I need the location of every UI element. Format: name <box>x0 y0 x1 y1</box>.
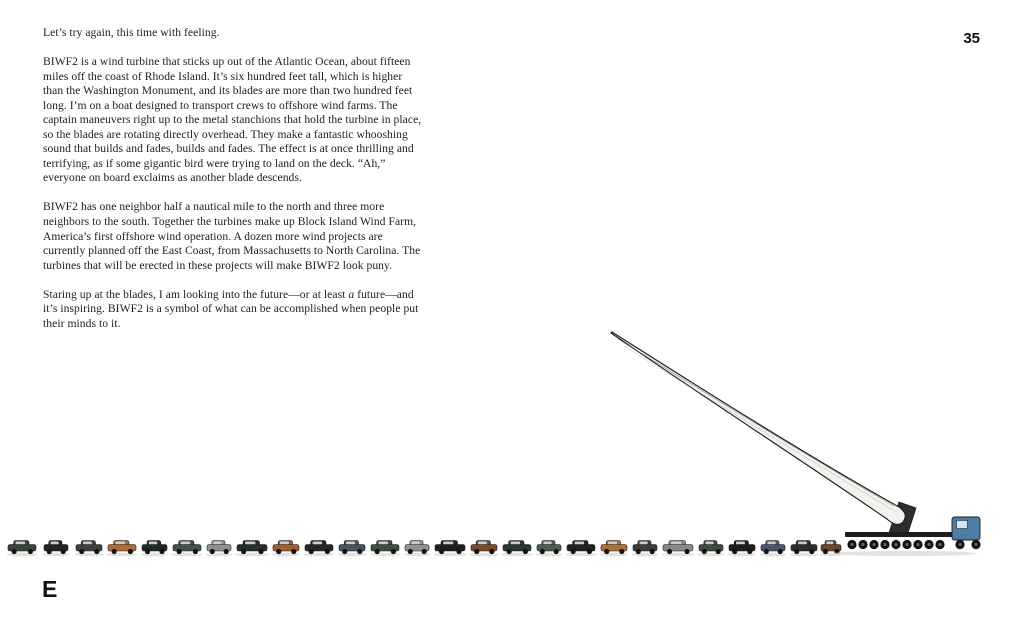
truck-cab <box>952 517 980 540</box>
page-number: 35 <box>963 30 980 47</box>
paragraph-2: BIWF2 has one neighbor half a nautical mile to the north and three more neighbors to the south. Together the turbines make up Block Island Wind Farm, America’s first offshore wind operation. A dozen more wind projects are currently planned off the East Coast, from Massachusetts to North Carolina. The turbines that will be erected in these projects will make BIWF2 look puny. <box>43 200 421 272</box>
footer-letter: E <box>42 576 58 602</box>
traffic-jam-cars <box>7 541 842 557</box>
car <box>728 541 757 557</box>
turbine-blade <box>611 332 905 524</box>
paragraph-3-text-post: future—and it’s inspiring. BIWF2 is a symbol of what can be accomplished when people put their minds to it. <box>43 287 419 330</box>
paragraph-3-italic-word: a <box>348 287 355 301</box>
car <box>790 541 819 557</box>
car <box>304 541 335 557</box>
truck-cab-window <box>957 521 968 529</box>
car <box>141 541 169 557</box>
paragraph-3-text-pre: Staring up at the blades, I am looking into the future—or at least <box>43 287 349 301</box>
car <box>502 541 533 557</box>
car <box>820 541 842 557</box>
trailer-coupler <box>946 533 956 537</box>
car <box>172 541 203 557</box>
car <box>632 541 658 557</box>
car <box>7 541 38 557</box>
truck-ground-shadow <box>833 551 977 556</box>
car <box>760 541 786 557</box>
paragraph-3 <box>43 288 423 332</box>
car <box>434 541 467 557</box>
turbine-blade-shading-line <box>618 339 894 506</box>
car <box>370 541 401 557</box>
text-column <box>43 26 423 346</box>
paragraph-1: BIWF2 is a wind turbine that sticks up out of the Atlantic Ocean, about fifteen miles off the coast of Rhode Island. It’s six hundred feet tall, which is higher than the Washington Monument, and its blades are more than two hundred feet long. I’m on a boat designed to transport crews to offshore wind farms. The captain maneuvers right up to the metal stanchions that hold the turbine in place, so the blades are rotating directly overhead. They make a fantastic whooshing sound that builds and fades, builds and fades. The effect is at once thrilling and terrifying, as if some gigantic bird were trying to land on the deck. “Ah,” everyone on board exclaims as another blade descends. <box>43 55 422 185</box>
opening-line: Let’s try again, this time with feeling. <box>43 26 220 39</box>
truck-wheels <box>847 540 980 549</box>
car <box>107 541 138 557</box>
car <box>206 541 232 557</box>
car <box>75 541 104 557</box>
car <box>600 541 629 557</box>
turbine-blade-shading-line <box>624 346 896 512</box>
car <box>536 541 562 557</box>
trailer-bed <box>845 532 957 537</box>
car <box>662 541 695 557</box>
car <box>43 541 69 557</box>
car <box>698 541 724 557</box>
car <box>272 541 301 557</box>
car <box>404 541 430 557</box>
car <box>338 541 367 557</box>
blade-mount <box>888 502 916 536</box>
car <box>566 541 597 557</box>
car <box>470 541 499 557</box>
car <box>236 541 269 557</box>
blade-transport-truck <box>611 332 981 556</box>
